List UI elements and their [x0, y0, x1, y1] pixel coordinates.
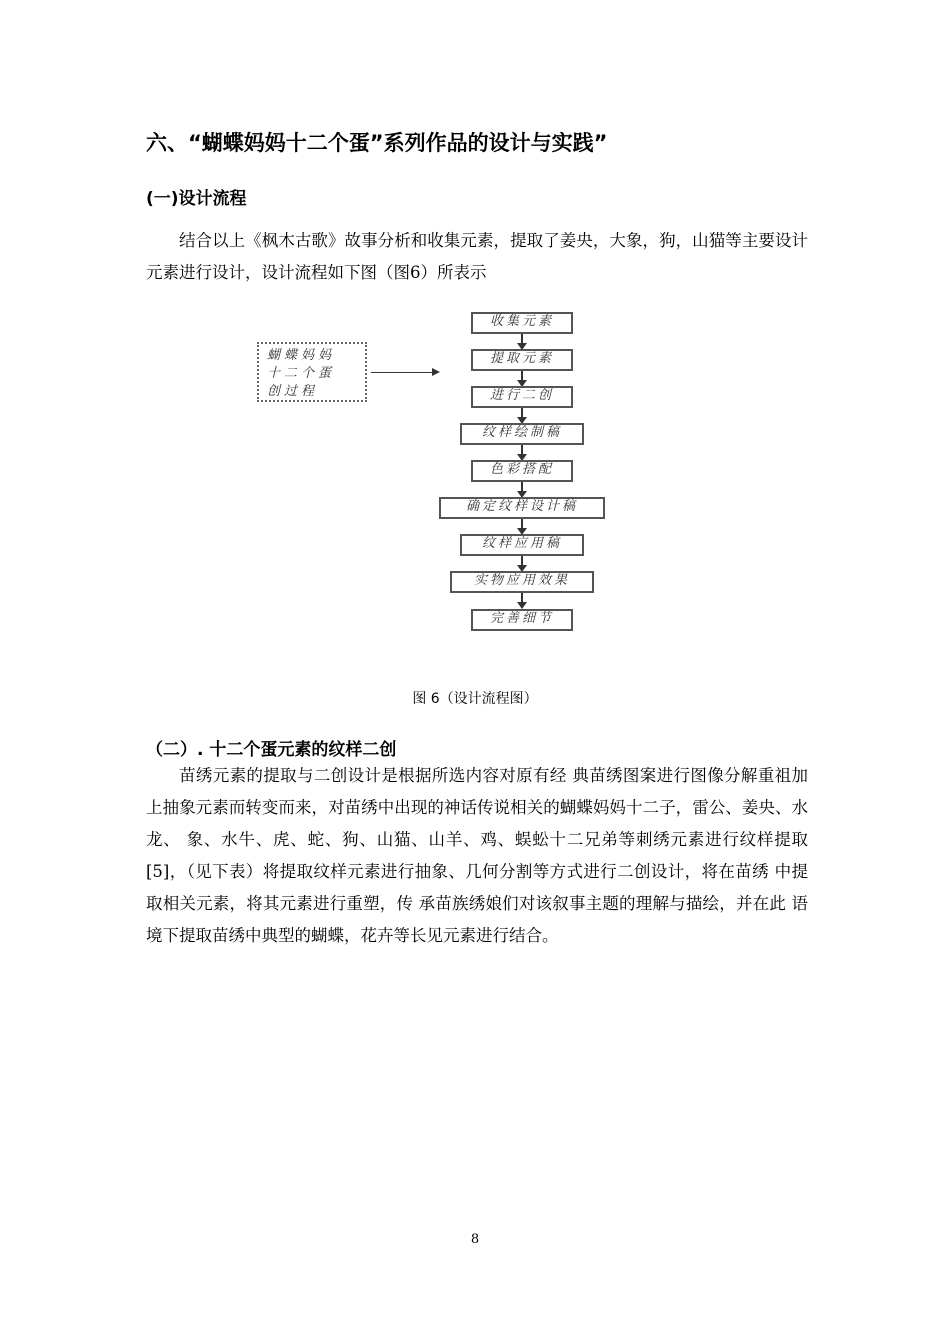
flow-step-1: 收集元素 — [471, 312, 573, 334]
chapter-heading: 六、“蝴蝶妈妈十二个蛋”系列作品的设计与实践” — [146, 131, 608, 155]
flow-step-7: 纹样应用稿 — [460, 534, 584, 556]
section1-title: (一)设计流程 — [146, 189, 247, 209]
flow-arrow-8 — [521, 593, 523, 603]
section2-title: （二）. 十二个蛋元素的纹样二创 — [146, 740, 397, 760]
flow-arrow-1 — [521, 334, 523, 344]
flowchart-side-label: 蝴蝶妈妈 十二个蛋 创过程 — [257, 342, 367, 402]
flow-step-2: 提取元素 — [471, 349, 573, 371]
flow-arrow-3 — [521, 408, 523, 418]
flow-arrow-6 — [521, 519, 523, 529]
section2-paragraph: 苗绣元素的提取与二创设计是根据所选内容对原有经 典苗绣图案进行图像分解重祖加上抽象元素而转变而来，对苗绣中出现的神话传说相关的蝴蝶妈妈十二子，雷公、姜央、水龙、 象、水牛、虎、蛇、狗、山猫、山羊、鸡、蜈蚣十二兄弟等刺绣元素进行纹样提取[5]，（见下表）将提取纹样元素进行抽象、几何分割等方式进行二创设计，将在苗绣 中提取相关元素，将其元素进行重塑，传 承苗族绣娘们对该叙事主题的理解与描绘，并在此 语境下提取苗绣中典型的蝴蝶，花卉等长见元素进行结合。 — [146, 766, 808, 945]
flow-arrow-2 — [521, 371, 523, 381]
flow-step-4: 纹样绘制稿 — [460, 423, 584, 445]
flow-step-9: 完善细节 — [471, 609, 573, 631]
flow-arrow-7 — [521, 556, 523, 566]
flow-step-6: 确定纹样设计稿 — [439, 497, 605, 519]
flow-step-5: 色彩搭配 — [471, 460, 573, 482]
design-flowchart — [205, 300, 615, 645]
page-number: 8 — [470, 1232, 480, 1247]
section1-paragraph: 结合以上《枫木古歌》故事分析和收集元素，提取了姜央，大象，狗，山猫等主要设计元素进行设计，设计流程如下图（图6）所表示 — [146, 231, 808, 282]
flow-step-8: 实物应用效果 — [450, 571, 594, 593]
flow-step-3: 进行二创 — [471, 386, 573, 408]
flow-arrow-5 — [521, 482, 523, 492]
figure-caption: 图 6（设计流程图） — [412, 691, 538, 707]
flow-arrow-4 — [521, 445, 523, 455]
flowchart-horizontal-arrow — [371, 372, 433, 373]
